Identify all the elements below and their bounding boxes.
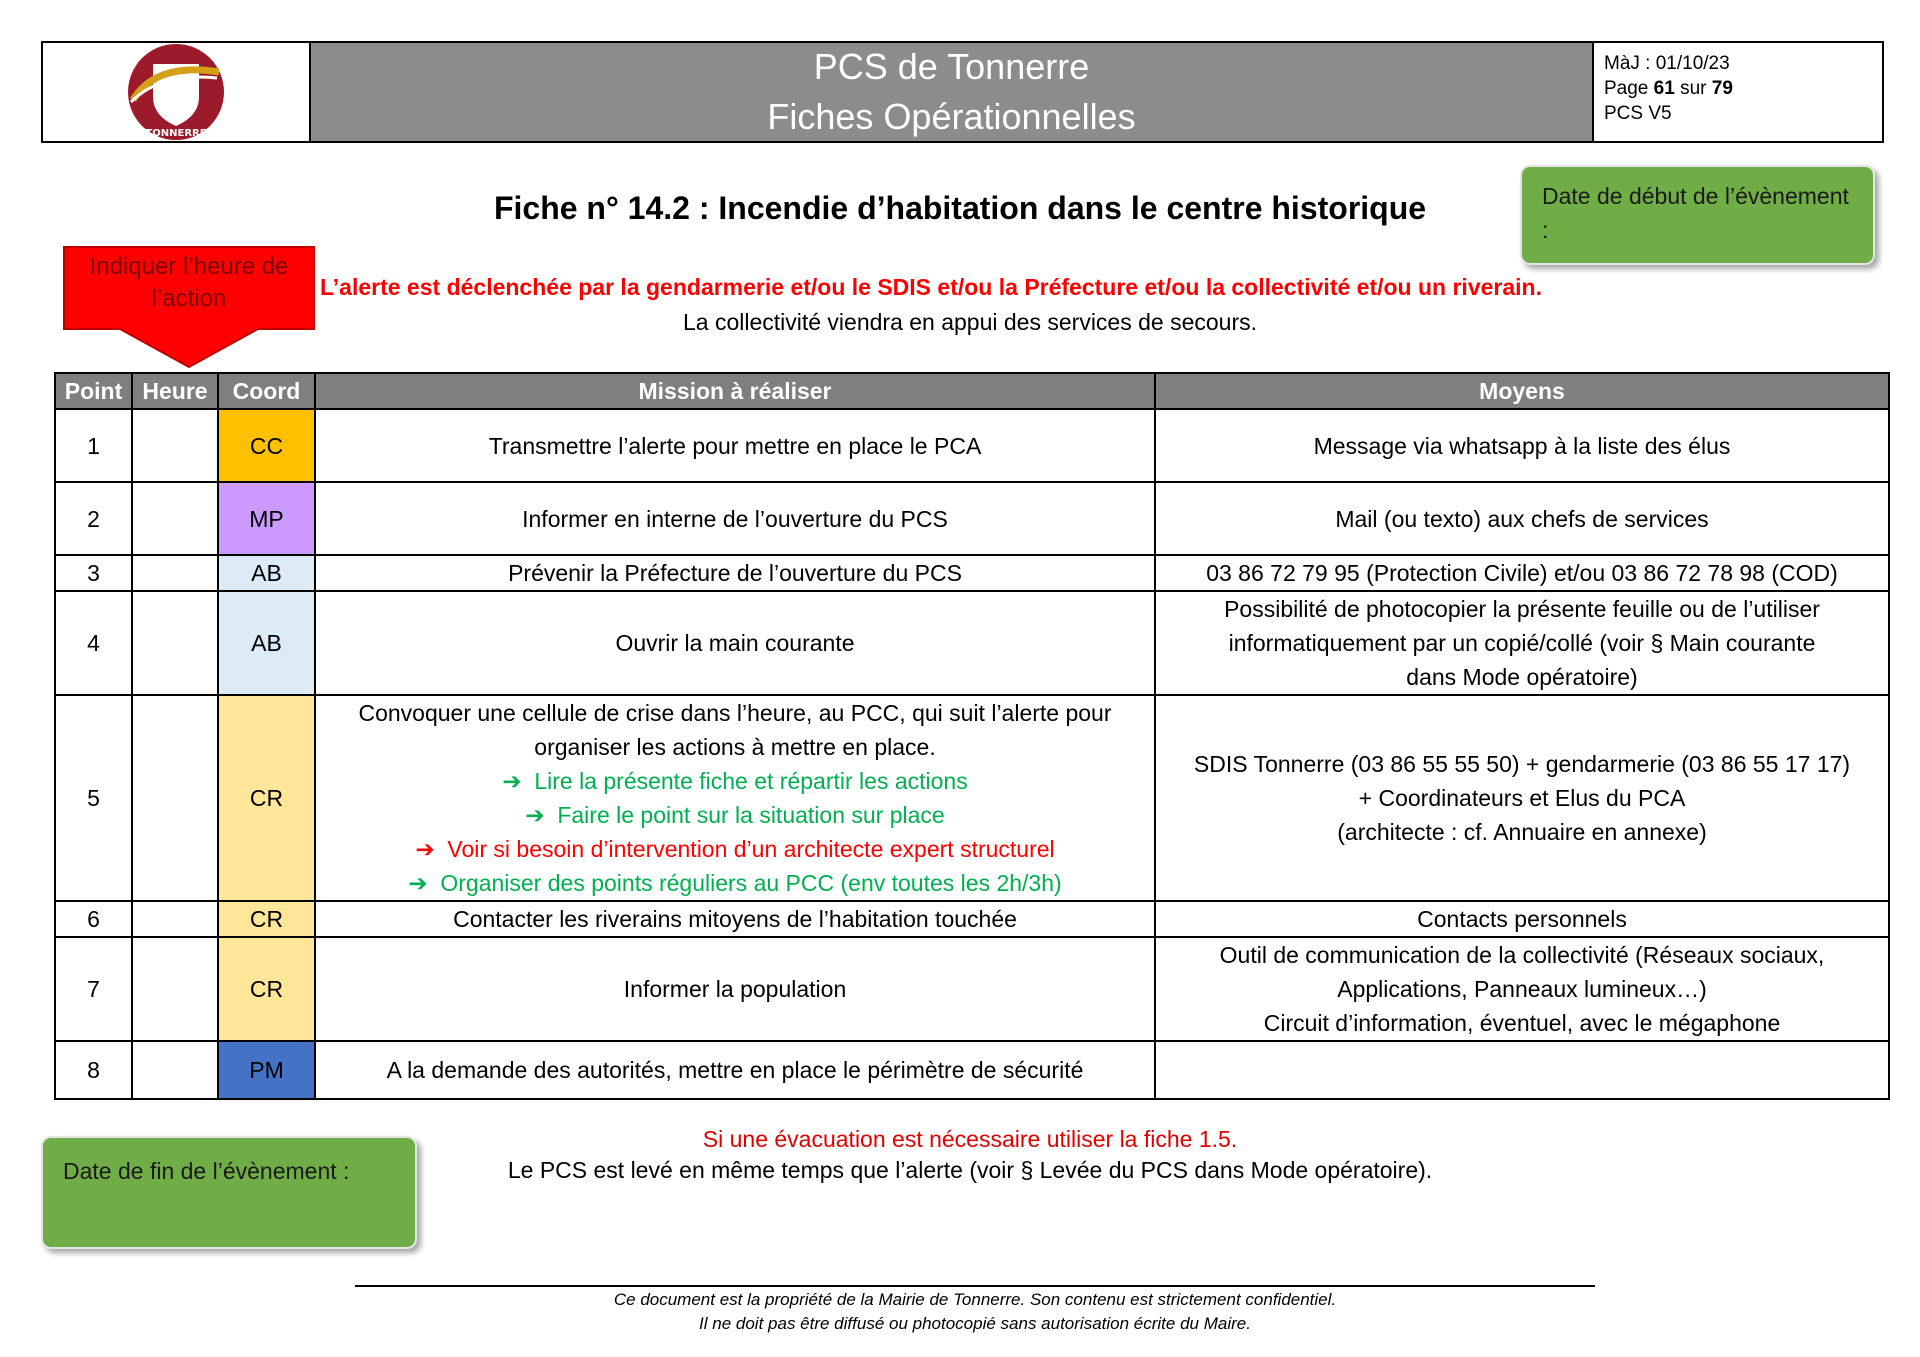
date-debut-label: Date de début de l’évènement : xyxy=(1542,183,1849,243)
coord-cell: CR xyxy=(218,695,315,901)
table-header-row xyxy=(55,373,1889,409)
header-title-line1: PCS de Tonnerre xyxy=(813,46,1090,87)
heure-cell[interactable] xyxy=(132,409,218,482)
table-row xyxy=(55,937,1889,1041)
point-cell: 1 xyxy=(55,409,132,482)
date-fin-box[interactable] xyxy=(41,1136,417,1249)
heure-cell[interactable] xyxy=(132,937,218,1041)
document-header xyxy=(41,41,1884,143)
heure-cell[interactable] xyxy=(132,555,218,591)
moyens-line: Applications, Panneaux lumineux…) xyxy=(1337,976,1707,1002)
header-moyens: Moyens xyxy=(1155,373,1889,409)
moyens-cell: Contacts personnels xyxy=(1155,901,1889,937)
fiche-title: Fiche n° 14.2 : Incendie d’habitation dans le centre historique xyxy=(493,190,1427,226)
coord-cell: CR xyxy=(218,937,315,1041)
moyens-line: dans Mode opératoire) xyxy=(1406,664,1638,690)
heure-cell[interactable] xyxy=(132,1041,218,1099)
right-arrow-icon: ➔ xyxy=(502,768,522,794)
moyens-cell xyxy=(1155,695,1889,901)
evacuation-note: Si une évacuation est nécessaire utiliser la fiche 1.5. xyxy=(702,1126,1238,1152)
operations-table xyxy=(54,372,1890,1100)
moyens-line: Possibilité de photocopier la présente feuille ou de l’utiliser xyxy=(1224,596,1820,622)
point-cell: 2 xyxy=(55,482,132,555)
coord-cell: MP xyxy=(218,482,315,555)
heure-cell[interactable] xyxy=(132,901,218,937)
point-cell: 3 xyxy=(55,555,132,591)
header-title xyxy=(311,43,1592,141)
right-arrow-icon: ➔ xyxy=(408,870,428,896)
mission-line: organiser les actions à mettre en place. xyxy=(534,734,936,760)
date-debut-box[interactable] xyxy=(1520,165,1875,265)
mission-action: ➔ Faire le point sur la situation sur place xyxy=(525,802,945,828)
moyens-line: SDIS Tonnerre (03 86 55 55 50) + gendarmerie (03 86 55 17 17) xyxy=(1193,751,1851,777)
header-title-line2: Fiches Opérationnelles xyxy=(767,96,1136,137)
levee-note: Le PCS est levé en même temps que l’alerte (voir § Levée du PCS dans Mode opératoire). xyxy=(507,1157,1433,1183)
header-heure: Heure xyxy=(132,373,218,409)
header-mission: Mission à réaliser xyxy=(315,373,1155,409)
moyens-cell: 03 86 72 79 95 (Protection Civile) et/ou 03 86 72 78 98 (COD) xyxy=(1155,555,1889,591)
moyens-cell: Mail (ou texto) aux chefs de services xyxy=(1155,482,1889,555)
update-date: MàJ : 01/10/23 xyxy=(1604,53,1730,74)
coord-cell: PM xyxy=(218,1041,315,1099)
coord-cell: AB xyxy=(218,555,315,591)
mission-cell: Informer la population xyxy=(315,937,1155,1041)
header-point: Point xyxy=(55,373,132,409)
moyens-line: Circuit d’information, éventuel, avec le mégaphone xyxy=(1263,1010,1781,1036)
mission-cell: Transmettre l’alerte pour mettre en place le PCA xyxy=(315,409,1155,482)
mission-cell xyxy=(315,695,1155,901)
moyens-line: + Coordinateurs et Elus du PCA xyxy=(1358,785,1686,811)
heure-arrow-callout xyxy=(62,245,316,369)
moyens-line: Outil de communication de la collectivité (Réseaux sociaux, xyxy=(1219,942,1825,968)
mission-cell: A la demande des autorités, mettre en place le périmètre de sécurité xyxy=(315,1041,1155,1099)
svg-text:TONNERRE: TONNERRE xyxy=(145,128,207,139)
date-fin-label: Date de fin de l’évènement : xyxy=(63,1158,350,1184)
table-row xyxy=(55,695,1889,901)
pcs-version: PCS V5 xyxy=(1604,103,1672,124)
page-number: Page 61 sur 79 xyxy=(1604,78,1733,99)
table-row xyxy=(55,482,1889,555)
logo-cell xyxy=(43,43,311,141)
table-row xyxy=(55,901,1889,937)
point-cell: 4 xyxy=(55,591,132,695)
right-arrow-icon: ➔ xyxy=(415,836,435,862)
footer-line-2: Il ne doit pas être diffusé ou photocopié sans autorisation écrite du Maire. xyxy=(699,1314,1251,1333)
arrow-note: Indiquer l’heure de l’action xyxy=(89,253,289,312)
heure-cell[interactable] xyxy=(132,591,218,695)
mission-cell: Prévenir la Préfecture de l’ouverture du PCS xyxy=(315,555,1155,591)
point-cell: 8 xyxy=(55,1041,132,1099)
moyens-line: (architecte : cf. Annuaire en annexe) xyxy=(1337,819,1707,845)
moyens-cell xyxy=(1155,937,1889,1041)
right-arrow-icon: ➔ xyxy=(525,802,545,828)
mission-action: ➔ Voir si besoin d’intervention d’un architecte expert structurel xyxy=(415,836,1055,862)
tonnerre-logo xyxy=(121,42,231,142)
moyens-cell xyxy=(1155,591,1889,695)
table-row xyxy=(55,591,1889,695)
moyens-cell xyxy=(1155,1041,1889,1099)
alert-line: L’alerte est déclenchée par la gendarmerie et/ou le SDIS et/ou la Préfecture et/ou la collectivité et/ou un riverain. xyxy=(320,274,1542,300)
mission-cell: Ouvrir la main courante xyxy=(315,591,1155,695)
mission-cell: Contacter les riverains mitoyens de l’habitation touchée xyxy=(315,901,1155,937)
coord-cell: CR xyxy=(218,901,315,937)
footer-line-1: Ce document est la propriété de la Mairie de Tonnerre. Son contenu est strictement confidentiel. xyxy=(613,1290,1337,1309)
header-coord: Coord xyxy=(218,373,315,409)
table-row xyxy=(55,555,1889,591)
coord-cell: CC xyxy=(218,409,315,482)
collectivite-line: La collectivité viendra en appui des services de secours. xyxy=(682,309,1258,335)
coord-cell: AB xyxy=(218,591,315,695)
table-row xyxy=(55,1041,1889,1099)
moyens-cell: Message via whatsapp à la liste des élus xyxy=(1155,409,1889,482)
mission-cell: Informer en interne de l’ouverture du PCS xyxy=(315,482,1155,555)
table-row xyxy=(55,409,1889,482)
point-cell: 7 xyxy=(55,937,132,1041)
point-cell: 5 xyxy=(55,695,132,901)
mission-action: ➔ Organiser des points réguliers au PCC (env toutes les 2h/3h) xyxy=(408,870,1062,896)
mission-line: Convoquer une cellule de crise dans l’heure, au PCC, qui suit l’alerte pour xyxy=(358,700,1112,726)
heure-cell[interactable] xyxy=(132,482,218,555)
header-meta xyxy=(1592,43,1882,141)
point-cell: 6 xyxy=(55,901,132,937)
moyens-line: informatiquement par un copié/collé (voir § Main courante xyxy=(1228,630,1816,656)
heure-cell[interactable] xyxy=(132,695,218,901)
mission-action: ➔ Lire la présente fiche et répartir les actions xyxy=(502,768,968,794)
footer-divider xyxy=(355,1285,1595,1287)
